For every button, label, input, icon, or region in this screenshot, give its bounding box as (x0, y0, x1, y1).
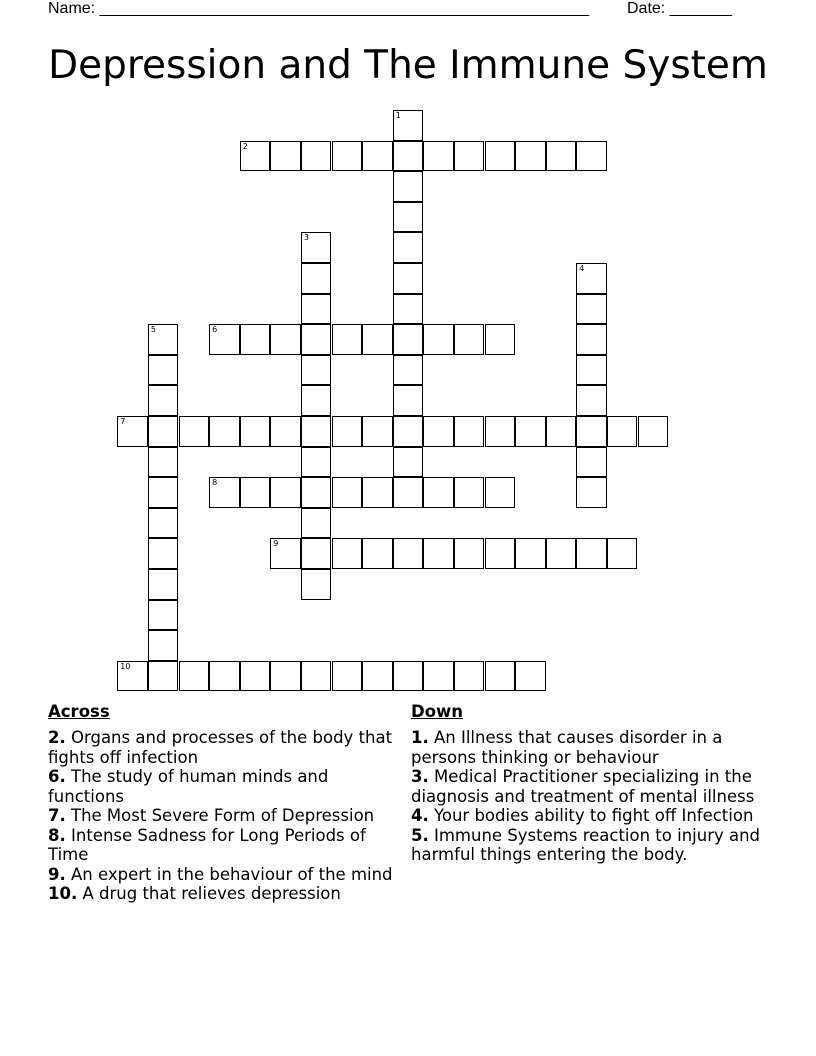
grid-cell[interactable] (117, 661, 148, 692)
clue-number: 9. (48, 864, 66, 884)
grid-cell[interactable] (148, 355, 179, 386)
grid-cell[interactable] (607, 538, 638, 569)
grid-cell[interactable] (362, 538, 393, 569)
clue-number-label: 9 (273, 539, 279, 549)
grid-cell[interactable] (301, 538, 332, 569)
grid-cell[interactable] (638, 416, 669, 447)
grid-cell[interactable] (515, 416, 546, 447)
clue-number: 6. (48, 767, 66, 786)
grid-cell[interactable] (423, 538, 454, 569)
clue-across-9 (48, 865, 393, 885)
grid-cell[interactable] (332, 661, 363, 692)
grid-cell[interactable] (332, 477, 363, 508)
grid-cell[interactable] (454, 538, 485, 569)
clue-text: A drug that relieves depression (77, 884, 341, 903)
clue-number-label: 8 (212, 478, 218, 488)
grid-cell[interactable] (393, 171, 424, 202)
grid-cell[interactable] (362, 477, 393, 508)
grid-cell[interactable] (576, 538, 607, 569)
grid-cell[interactable] (454, 324, 485, 355)
grid-cell[interactable] (148, 385, 179, 416)
grid-cell[interactable] (301, 324, 332, 355)
grid-cell[interactable] (576, 294, 607, 325)
grid-cell[interactable] (148, 600, 179, 631)
grid-cell[interactable] (148, 538, 179, 569)
grid-cell[interactable] (362, 661, 393, 692)
grid-cell[interactable] (393, 324, 424, 355)
grid-cell[interactable] (240, 416, 271, 447)
grid-cell[interactable] (576, 416, 607, 447)
grid-cell[interactable] (485, 416, 516, 447)
grid-cell[interactable] (179, 661, 210, 692)
clue-text: The Most Severe Form of Depression (65, 806, 375, 825)
clue-number: 2. (48, 728, 66, 747)
grid-cell[interactable] (546, 416, 577, 447)
grid-cell[interactable] (270, 416, 301, 447)
grid-cell[interactable] (454, 416, 485, 447)
grid-cell[interactable] (393, 202, 424, 233)
grid-cell[interactable] (332, 324, 363, 355)
grid-cell[interactable] (393, 355, 424, 386)
grid-cell[interactable] (393, 661, 424, 692)
clue-across-10 (48, 884, 393, 904)
grid-cell[interactable] (393, 477, 424, 508)
grid-cell[interactable] (576, 477, 607, 508)
grid-cell[interactable] (332, 416, 363, 447)
clue-text: Your bodies ability to fight off Infection (428, 806, 754, 825)
grid-cell[interactable] (301, 569, 332, 600)
down-clues (411, 702, 766, 865)
grid-cell[interactable] (301, 508, 332, 539)
grid-cell[interactable] (423, 324, 454, 355)
grid-cell[interactable] (454, 477, 485, 508)
grid-cell[interactable] (209, 416, 240, 447)
clue-number-label: 1 (395, 111, 401, 120)
grid-cell[interactable] (393, 294, 424, 325)
grid-cell[interactable] (576, 355, 607, 386)
grid-cell[interactable] (576, 324, 607, 355)
grid-cell[interactable] (362, 141, 393, 172)
grid-cell[interactable] (148, 508, 179, 539)
grid-cell[interactable] (423, 661, 454, 692)
grid-cell[interactable] (240, 477, 271, 508)
grid-cell[interactable] (515, 661, 546, 692)
clue-down-5 (411, 826, 766, 865)
page-title: Depression and The Immune System (48, 43, 768, 88)
clue-number-label: 7 (120, 417, 126, 426)
grid-cell[interactable] (240, 661, 271, 692)
grid-cell[interactable] (301, 447, 332, 478)
grid-cell[interactable] (393, 141, 424, 172)
clue-text: The study of human minds and functions (48, 767, 329, 806)
name-field[interactable]: Name: _______________________________________________________ (48, 0, 589, 17)
grid-cell[interactable] (393, 263, 424, 294)
grid-cell[interactable] (301, 232, 332, 263)
grid-cell[interactable] (454, 661, 485, 692)
date-field[interactable]: Date: _______ (627, 0, 732, 17)
across-clues (48, 702, 393, 904)
grid-cell[interactable] (148, 324, 179, 355)
clue-across-6 (48, 767, 393, 806)
grid-cell[interactable] (301, 661, 332, 692)
grid-cell[interactable] (209, 477, 240, 508)
clue-number: 4. (411, 806, 429, 825)
clue-across-7 (48, 806, 393, 826)
grid-cell[interactable] (393, 538, 424, 569)
grid-cell[interactable] (240, 324, 271, 355)
grid-cell[interactable] (270, 141, 301, 172)
grid-cell[interactable] (209, 661, 240, 692)
clue-down-3 (411, 767, 766, 806)
grid-cell[interactable] (270, 661, 301, 692)
grid-cell[interactable] (332, 141, 363, 172)
clue-number: 7. (48, 806, 66, 825)
grid-cell[interactable] (485, 477, 516, 508)
clue-text: Medical Practitioner specializing in the diagnosis and treatment of mental illness (411, 767, 755, 806)
clue-number-label: 3 (303, 233, 309, 243)
grid-cell[interactable] (454, 141, 485, 172)
grid-cell[interactable] (393, 232, 424, 263)
grid-cell[interactable] (393, 385, 424, 416)
clue-number: 10. (48, 884, 78, 903)
clue-number: 8. (48, 825, 66, 845)
grid-cell[interactable] (270, 477, 301, 508)
grid-cell[interactable] (332, 538, 363, 569)
grid-cell[interactable] (240, 141, 271, 172)
grid-cell[interactable] (148, 416, 179, 447)
grid-cell[interactable] (301, 385, 332, 416)
grid-cell[interactable] (546, 538, 577, 569)
grid-cell[interactable] (485, 141, 516, 172)
grid-cell[interactable] (270, 538, 301, 569)
grid-cell[interactable] (148, 569, 179, 600)
clue-across-8 (48, 826, 393, 865)
grid-cell[interactable] (301, 477, 332, 508)
grid-cell[interactable] (607, 416, 638, 447)
grid-cell[interactable] (393, 110, 424, 141)
grid-cell[interactable] (148, 630, 179, 661)
grid-cell[interactable] (301, 141, 332, 172)
grid-cell[interactable] (301, 355, 332, 386)
grid-cell[interactable] (576, 447, 607, 478)
grid-cell[interactable] (393, 416, 424, 447)
grid-cell[interactable] (270, 324, 301, 355)
clue-text: An Illness that causes disorder in a persons thinking or behaviour (411, 728, 723, 767)
clue-number: 1. (411, 728, 429, 747)
grid-cell[interactable] (515, 538, 546, 569)
clue-number-label: 6 (212, 325, 218, 335)
grid-cell[interactable] (148, 477, 179, 508)
clue-text: An expert in the behaviour of the mind (65, 864, 393, 884)
grid-cell[interactable] (148, 661, 179, 692)
grid-cell[interactable] (576, 385, 607, 416)
across-heading: Across (48, 702, 110, 721)
clue-down-4 (411, 806, 766, 826)
clue-text: Immune Systems reaction to injury and harmful things entering the body. (411, 825, 761, 864)
grid-cell[interactable] (423, 141, 454, 172)
grid-cell[interactable] (576, 263, 607, 294)
down-heading: Down (411, 702, 464, 721)
clue-number-label: 2 (242, 141, 248, 151)
grid-cell[interactable] (576, 141, 607, 172)
grid-cell[interactable] (209, 324, 240, 355)
grid-cell[interactable] (423, 416, 454, 447)
clue-text: Intense Sadness for Long Periods of Time (48, 825, 366, 864)
clue-number-label: 5 (150, 325, 156, 335)
grid-cell[interactable] (485, 324, 516, 355)
grid-cell[interactable] (362, 324, 393, 355)
grid-cell[interactable] (515, 141, 546, 172)
grid-cell[interactable] (301, 263, 332, 294)
grid-cell[interactable] (393, 447, 424, 478)
grid-cell[interactable] (117, 416, 148, 447)
grid-cell[interactable] (546, 141, 577, 172)
clue-number: 5. (411, 825, 429, 845)
grid-cell[interactable] (362, 416, 393, 447)
grid-cell[interactable] (179, 416, 210, 447)
clue-down-1 (411, 728, 766, 767)
clue-across-2 (48, 728, 393, 767)
clue-text: Organs and processes of the body that fights off infection (48, 728, 393, 767)
grid-cell[interactable] (301, 416, 332, 447)
grid-cell[interactable] (485, 538, 516, 569)
clue-number-label: 4 (579, 264, 585, 273)
grid-cell[interactable] (148, 447, 179, 478)
grid-cell[interactable] (301, 294, 332, 325)
grid-cell[interactable] (423, 477, 454, 508)
grid-cell[interactable] (485, 661, 516, 692)
clue-number-label: 10 (120, 661, 131, 671)
clue-number: 3. (411, 767, 429, 786)
